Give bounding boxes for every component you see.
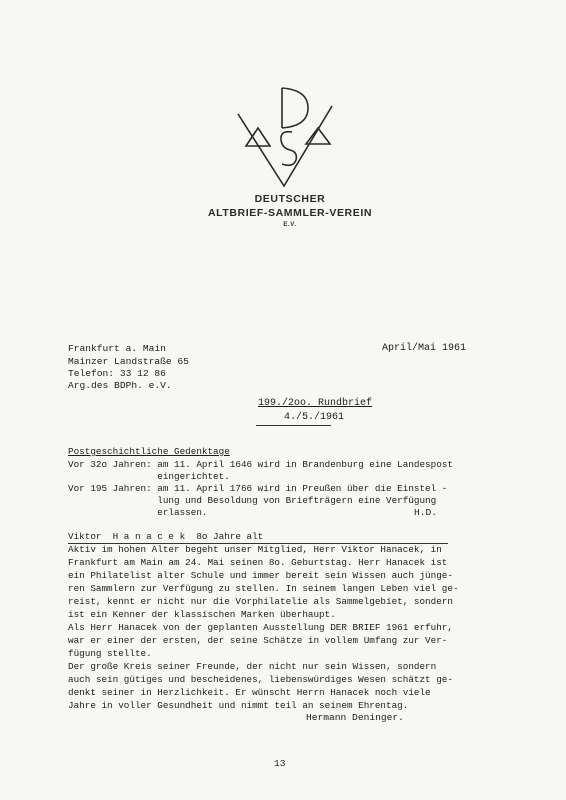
gedenktage-initials: H.D. bbox=[414, 507, 438, 518]
address-line: Telefon: 33 12 86 bbox=[68, 368, 166, 379]
rundbrief-title: 199./2oo. Rundbrief bbox=[258, 398, 373, 409]
article-line: ren Sammlern zur Verfügung zu stellen. In seinem langen Leben viel ge- bbox=[68, 583, 459, 594]
signature: Hermann Deninger. bbox=[306, 712, 404, 723]
address-line: Mainzer Landstraße 65 bbox=[68, 356, 189, 367]
article-heading: Viktor H a n a c e k 8o Jahre alt bbox=[68, 531, 264, 542]
org-suffix: E.V. bbox=[283, 222, 297, 228]
gedenktage-line: lung und Besoldung von Briefträgern eine Verfügung bbox=[68, 495, 437, 506]
article-line: auch sein gütiges und bescheidenes, liebenswürdiges Wesen schätzt ge- bbox=[68, 674, 453, 685]
org-name-line2: ALTBRIEF-SAMMLER-VEREIN bbox=[207, 207, 373, 219]
address-line: Frankfurt a. Main bbox=[68, 343, 166, 354]
page-number: 13 bbox=[274, 758, 286, 769]
article-line: fügung stellte. bbox=[68, 648, 152, 659]
gedenktage-heading: Postgeschichtliche Gedenktage bbox=[68, 446, 230, 457]
article-line: Aktiv im hohen Alter begeht unser Mitglied, Herr Viktor Hanacek, in bbox=[68, 544, 442, 555]
dasv-monogram-logo-icon bbox=[232, 86, 340, 188]
gedenktage-line: eingerichtet. bbox=[68, 471, 230, 482]
article-line: reist, kennt er nicht nur die Vorphilatelie als Sammelgebiet, sondern bbox=[68, 596, 453, 607]
article-line: Als Herr Hanacek von der geplanten Ausstellung DER BRIEF 1961 erfuhr, bbox=[68, 622, 453, 633]
letter-date: April/Mai 1961 bbox=[382, 343, 467, 354]
article-line: ist ein Kenner der klassischen Marken überhaupt. bbox=[68, 609, 336, 620]
article-line: ein Philatelist alter Schule und immer bereit sein Wissen auch jünge- bbox=[68, 570, 453, 581]
org-name-line1: DEUTSCHER bbox=[254, 193, 326, 205]
article-line: Frankfurt am Main am 24. Mai seinen 8o. Geburtstag. Herr Hanacek ist bbox=[68, 557, 448, 568]
article-line: Jahre in voller Gesundheit und nimmt teil an seinem Ehrentag. bbox=[68, 700, 409, 711]
divider bbox=[256, 425, 331, 426]
gedenktage-line: Vor 195 Jahren: am 11. April 1766 wird in Preußen über die Einstel - bbox=[68, 483, 448, 494]
gedenktage-line: Vor 32o Jahren: am 11. April 1646 wird in Brandenburg eine Landespost bbox=[68, 459, 453, 470]
article-line: denkt seiner in Herzlichkeit. Er wünscht Herrn Hanacek noch viele bbox=[68, 687, 431, 698]
rundbrief-date: 4./5./1961 bbox=[284, 412, 345, 423]
article-line: war er einer der ersten, der seine Schätze in vollem Umfang zur Ver- bbox=[68, 635, 448, 646]
address-line: Arg.des BDPh. e.V. bbox=[68, 380, 172, 391]
article-line: Der große Kreis seiner Freunde, der nicht nur sein Wissen, sondern bbox=[68, 661, 437, 672]
gedenktage-line: erlassen. bbox=[68, 507, 208, 518]
